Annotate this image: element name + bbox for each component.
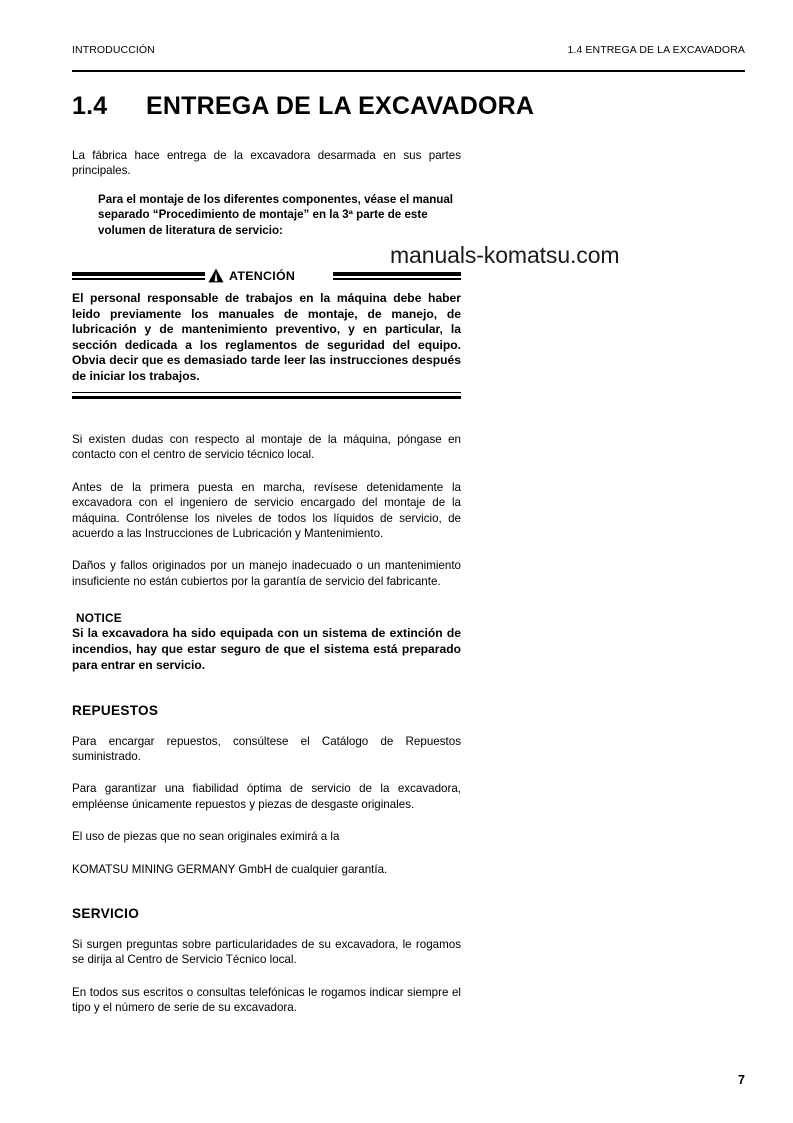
main-body-section xyxy=(72,432,461,1033)
page-title xyxy=(72,92,745,121)
intro-note-bold: Para el montaje de los diferentes componentes, véase el manual separado “Procedimiento de montaje” en la 3ª parte de este volumen de literatura de servicio: xyxy=(98,192,454,237)
intro-section xyxy=(72,148,461,239)
body-paragraph-1: Si existen dudas con respecto al montaje de la máquina, póngase en contacto con el centro de servicio técnico local. xyxy=(72,433,461,462)
notice-heading: NOTICE xyxy=(76,611,122,626)
intro-paragraph: La fábrica hace entrega de la excavadora desarmada en sus partes principales. xyxy=(72,149,461,178)
attention-box xyxy=(72,270,461,399)
attention-label-group xyxy=(208,268,295,283)
servicio-paragraph-1: Si surgen preguntas sobre particularidades de su excavadora, le rogamos se dirija al Centro de Servicio Técnico local. xyxy=(72,938,461,967)
servicio-paragraph-2: En todos sus escritos o consultas telefónicas le rogamos indicar siempre el tipo y el número de serie de su excavadora. xyxy=(72,985,461,1015)
body-paragraph-2: Antes de la primera puesta en marcha, revísese detenidamente la excavadora con el ingeniero de servicio encargado del montaje de la máquina. Contrólense los niveles de todos los líquidos de servicio, de acuerdo a las Instrucciones de Lubricación y Mantenimiento. xyxy=(72,480,461,541)
attention-rule-left xyxy=(72,272,205,280)
repuestos-paragraph-3: El uso de piezas que no sean originales eximirá a la xyxy=(72,830,340,844)
repuestos-paragraph-1: Para encargar repuestos, consúltese el Catálogo de Repuestos suministrado. xyxy=(72,734,461,764)
page-number: 7 xyxy=(738,1073,745,1087)
page-title-text: ENTREGA DE LA EXCAVADORA xyxy=(146,92,535,120)
repuestos-paragraph-2: Para garantizar una fiabilidad óptima de servicio de la excavadora, empléense únicamente repuestos y piezas de desgaste originales. xyxy=(72,782,461,811)
repuestos-paragraph-4: KOMATSU MINING GERMANY GmbH de cualquier garantía. xyxy=(72,862,388,876)
page-title-number: 1.4 xyxy=(72,92,108,120)
notice-block xyxy=(72,611,461,673)
section-heading-servicio: SERVICIO xyxy=(72,906,140,922)
section-heading-repuestos: REPUESTOS xyxy=(72,702,159,718)
attention-box-top-rules xyxy=(72,270,461,286)
header-divider-rule xyxy=(72,70,745,72)
running-header xyxy=(72,44,745,56)
attention-body-text: El personal responsable de trabajos en la máquina debe haber leido previamente los manuales de montaje, de manejo, de lubricación y de mantenimiento preventivo, y en particular, la sección dedicada a los reglamentos de seguridad del equipo. Obvia decir que es demasiado tarde leer las instrucciones después de iniciar los trabajos. xyxy=(72,291,461,383)
watermark-text: manuals-komatsu.com xyxy=(390,242,620,268)
warning-triangle-icon xyxy=(208,268,224,283)
attention-rule-right xyxy=(333,272,461,280)
header-chapter-label: INTRODUCCIÓN xyxy=(72,44,155,56)
notice-body-text: Si la excavadora ha sido equipada con un sistema de extinción de incendios, hay que estar seguro de que el sistema está preparado para entrar en servicio. xyxy=(72,626,461,672)
attention-label-text: ATENCIÓN xyxy=(229,268,296,283)
header-section-label: 1.4 ENTREGA DE LA EXCAVADORA xyxy=(567,44,745,56)
attention-box-bottom-rules xyxy=(72,392,461,400)
body-paragraph-3: Daños y fallos originados por un manejo inadecuado o un mantenimiento insuficiente no están cubiertos por la garantía de servicio del fabricante. xyxy=(72,559,461,588)
